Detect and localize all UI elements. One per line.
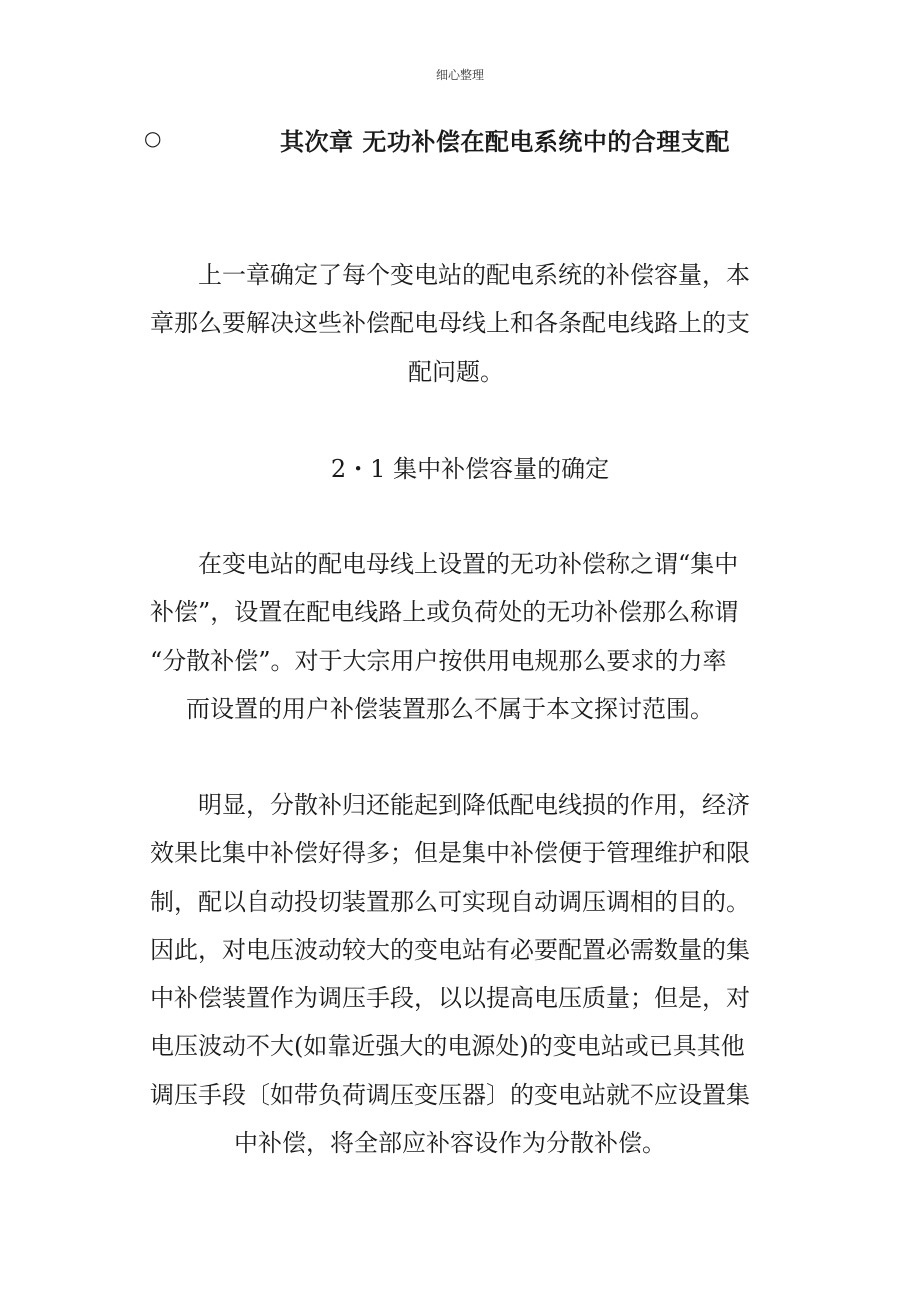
bullet-mark: ○ (144, 126, 162, 150)
paragraph-line: 制，配以自动投切装置那么可实现自动调压调相的目的。 (150, 888, 750, 916)
paragraph-line: 电压波动不大(如靠近强大的电源处)的变电站或已具其他 (150, 1032, 745, 1060)
paragraph-line: 明显，分散补归还能起到降低配电线损的作用，经济 (198, 791, 750, 819)
paragraph-line: 章那么要解决这些补偿配电母线上和各条配电线路上的支 (150, 309, 750, 337)
paragraph-line: 配问题。 (408, 358, 504, 386)
paragraph-line: 效果比集中补偿好得多；但是集中补偿便于管理维护和限 (150, 839, 750, 867)
paragraph-line: “分散补偿”。对于大宗用户按供用电规那么要求的力率 (150, 647, 727, 675)
chapter-title: 其次章 无功补偿在配电系统中的合理支配 (280, 127, 730, 156)
page-header: 细心整理 (435, 68, 484, 82)
paragraph-line: 上一章确定了每个变电站的配电系统的补偿容量，本 (198, 261, 750, 289)
paragraph-line: 因此，对电压波动较大的变电站有必要配置必需数量的集 (150, 936, 750, 964)
paragraph-line: 在变电站的配电母线上设置的无功补偿称之谓“集中 (198, 550, 739, 578)
paragraph-line: 中补偿，将全部应补容设作为分散补偿。 (234, 1129, 666, 1157)
paragraph-line: 而设置的用户补偿装置那么不属于本文探讨范围。 (186, 695, 714, 723)
paragraph-line: 中补偿装置作为调压手段，以以提高电压质量；但是，对 (150, 984, 750, 1012)
paragraph-line: 调压手段〔如带负荷调压变压器〕的变电站就不应设置集 (150, 1081, 750, 1109)
paragraph-line: 补偿”，设置在配电线路上或负荷处的无功补偿那么称谓 (150, 598, 739, 626)
section-title: 2・1 集中补偿容量的确定 (330, 455, 610, 483)
